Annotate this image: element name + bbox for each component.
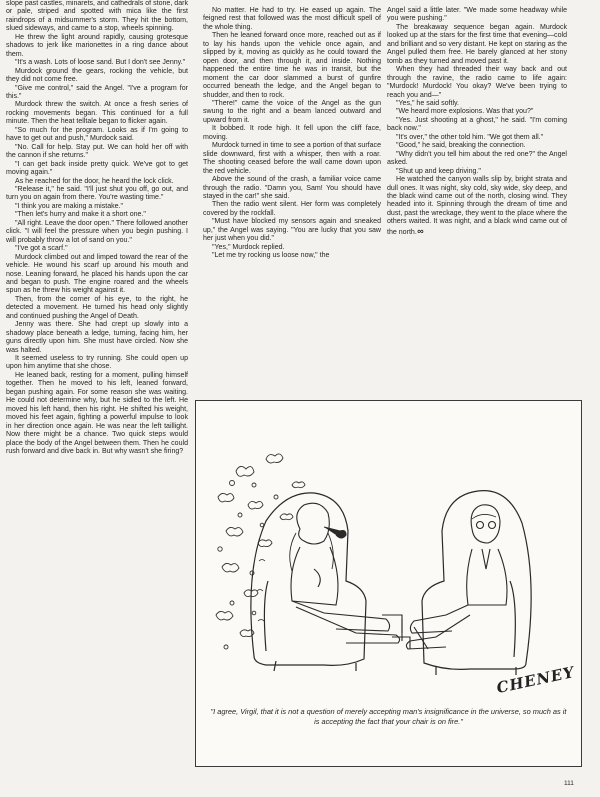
paragraph: Jenny was there. She had crept up slowly into a shadowy place beneath a ledge, turning, facing him, her guns directly upon him. She must have circled. Now she was halted. (6, 321, 188, 354)
paragraph: It seemed useless to try running. She could open up upon him anytime that she chose. (6, 355, 188, 371)
paragraph: He leaned back, resting for a moment, pulling himself together. Then he moved to his left, leaned forward, began pushing again. For some reason she was waiting. He could not determine why, but he sidled to the left. He moved his left hand, then his right. He shifted his weight, moved his feet again, fighting a powerful impulse to look in her direction once again. He was near the left taillight. Now there might be a chance. Two quick steps would place the body of the Angel between them. Then he could rush forward and dive back in. But why wasn't she firing? (6, 371, 188, 456)
paragraph: "Give me control," said the Angel. "I've a program for this." (6, 84, 188, 100)
paragraph: "We heard more explosions. Was that you?" (396, 108, 534, 116)
cartoon-panel (195, 400, 582, 767)
cartoon-caption: "I agree, Virgil, that it is not a question of merely accepting man's insignificance in the universe, so much as it is accepting the fact that your chair is on fire." (210, 707, 567, 726)
paragraph: "Yes," he said softly. (396, 99, 459, 107)
paragraph: "Then let's hurry and make it a short one." (15, 211, 146, 219)
paragraph: Murdock climbed out and limped toward the rear of the vehicle. He wound his scarf up around his mouth and nose. Leaning forward, he placed his hands upon the car and began to push. The engine roared and the wheels spun as he threw his weight against it. (6, 253, 188, 295)
paragraph: He watched the canyon walls slip by, bright strata and dull ones. It was night, sky cold, sky wide, sky deep, and the black wind came out of the north, closing wind. They headed into it. Spinning through the dream of time and dust, past the wreckage, they went to the place where the others waited. It was night, and a black wind came out of the north. ∞ (387, 176, 567, 236)
paragraph: "Let me try rocking us loose now," the (212, 252, 330, 260)
right-man (402, 505, 507, 649)
paragraph: "Shut up and keep driving." (396, 167, 481, 175)
paragraph: "Good," he said, breaking the connection. (396, 142, 526, 150)
paragraph: "There!" came the voice of the Angel as the gun swung to the right and a beam lanced outward and upward from it. (203, 99, 381, 124)
cartoonist-signature: CHENEY (494, 662, 577, 698)
paragraph: "Release it," he said. "I'll just shut you off, go out, and turn you on again from there. You're wasting time." (6, 185, 188, 202)
paragraph: No matter. He had to try. He eased up again. The feigned rest that followed was the most difficult spell of the whole thing. (203, 7, 381, 31)
paragraph: Then the radio went silent. Her form was completely covered by the rockfall. (203, 201, 381, 217)
end-of-story-mark: ∞ (416, 225, 422, 236)
paragraph: "Yes. Just shooting at a ghost," he said. "I'm coming back now." (387, 116, 567, 133)
paragraph: Then he leaned forward once more, reached out as if to lay his hands upon the vehicle once again, and slipped by it, moving as quickly as he could toward the open door, and then through it, and inside. Nothing happened the entire time he was in transit, but the moment the car door slammed a burst of gunfire occurred beneath the ledge, and the Angel began to shudder, and then to rock. (203, 32, 381, 99)
paragraph: Murdock ground the gears, rocking the vehicle, but they did not come free. (6, 67, 188, 84)
text-column-right (387, 7, 567, 237)
paragraph: Then, from the corner of his eye, to the right, he detected a movement. He turned his head only slightly and continued pushing the Angel of Death. (6, 295, 188, 320)
paragraph: "I can get back inside pretty quick. We've got to get moving again." (6, 160, 188, 177)
paragraph: "I think you are making a mistake." (15, 202, 124, 210)
paragraph: He threw the light around rapidly, causing grotesque shadows to jerk like marionettes in a ring dance about them. (6, 33, 188, 58)
paragraph: "All right. Leave the door open." There followed another click. "I will feel the pressure when you begin pushing. I will probably throw a lot of sand on you." (6, 219, 188, 244)
paragraph: The breakaway sequence began again. Murdock looked up at the stars for the first time that evening—cold and brilliant and so very distant. He kept on staring as the Angel pulled them free. He barely glanced at her stony tomb as they turned and moved past it. (387, 23, 567, 65)
paragraph: "Why didn't you tell him about the red one?" the Angel asked. (387, 150, 567, 167)
paragraph: "So much for the program. Looks as if I'm going to have to get out and push," Murdock said. (6, 126, 188, 143)
text-column-left (6, 0, 188, 456)
paragraph: Murdock threw the switch. At once a fresh series of rocking movements began. This continued for a full minute. Then the heat telltale began to flicker again. (6, 101, 188, 126)
paragraph: slope past castles, minarets, and cathedrals of stone, dark or pale, striped and spotted with mica like the first raindrops of a midsummer's storm. They hit the bottom, slued sideways, and came to a stop, wheels spinning. (6, 0, 188, 33)
cartoon-illustration (196, 401, 581, 701)
text-column-middle (203, 7, 381, 261)
paragraph: Above the sound of the crash, a familiar voice came through the radio. "Damn you, Sam! You should have stayed in the car!" she said. (203, 176, 381, 200)
paragraph: "I've got a scarf." (15, 245, 68, 253)
paragraph: As he reached for the door, he heard the lock click. (15, 177, 174, 185)
left-armchair (251, 493, 366, 671)
paragraph: "Must have blocked my sensors again and sneaked up," the Angel was saying. "You are lucky that you saw her just when you did." (203, 218, 381, 243)
paragraph: "It's a wash. Lots of loose sand. But I don't see Jenny." (15, 59, 186, 67)
page-number: 111 (564, 780, 574, 787)
paragraph: "It's over," the other told him. "We got them all." (396, 133, 544, 141)
left-man (290, 503, 410, 649)
paragraph: It bobbed. It rode high. It fell upon the cliff face, moving. (203, 125, 381, 141)
paragraph: "Yes," Murdock replied. (212, 243, 285, 251)
paragraph: Murdock turned in time to see a portion of that surface slide downward, first with a whisper, then with a roar. The shooting ceased before the wall came down upon the red vehicle. (203, 142, 381, 175)
paragraph: When they had threaded their way back and out through the ravine, the radio came to life again: "Murdock! Murdock! You okay? We've been trying to reach you and—" (387, 66, 567, 99)
paragraph: Angel said a little later. "We made some headway while you were pushing." (387, 7, 567, 23)
paragraph: "No. Call for help. Stay put. We can hold her off with the cannon if she returns." (6, 143, 188, 160)
